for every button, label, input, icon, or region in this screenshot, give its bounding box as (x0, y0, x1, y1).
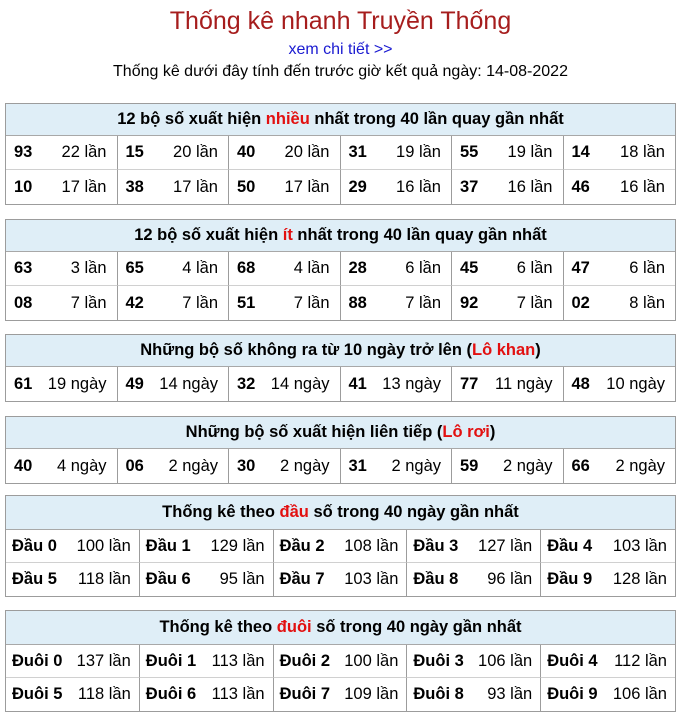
stat-number: 31 (348, 456, 367, 475)
stat-count: 4 ngày (56, 456, 107, 475)
stat-count: 4 lần (293, 259, 330, 277)
stat-count: 7 lần (293, 293, 330, 312)
stat-number: 59 (460, 456, 479, 475)
stat-count: 7 lần (516, 293, 553, 312)
stat-cell (229, 170, 341, 204)
stat-count: 137 lần (76, 651, 131, 670)
stat-count: 20 lần (173, 143, 218, 161)
section-heading-text: số trong 40 ngày gần nhất (308, 503, 519, 521)
stat-cell (452, 449, 564, 483)
stat-number: Đuôi 5 (12, 685, 63, 703)
stat-count: 118 lần (77, 570, 131, 588)
section-heading (6, 104, 675, 136)
stat-cell (341, 136, 453, 170)
stat-cell (541, 563, 675, 596)
stat-cell (452, 252, 564, 286)
stat-cell (6, 286, 118, 320)
stat-cell (6, 678, 140, 711)
stat-count: 127 lần (478, 536, 533, 555)
stat-cell (564, 136, 676, 170)
stat-cell (341, 449, 453, 483)
stat-number: Đầu 7 (279, 570, 325, 588)
stat-count: 2 ngày (502, 456, 553, 475)
stat-count: 100 lần (344, 651, 399, 670)
stat-cell (564, 286, 676, 320)
stat-count: 16 lần (396, 177, 441, 196)
stat-count: 103 lần (612, 536, 667, 555)
stat-count: 7 lần (405, 293, 441, 312)
section-least-frequent (5, 219, 676, 321)
stat-count: 2 ngày (391, 456, 441, 475)
section-lo-khan (5, 334, 676, 402)
stat-cell (541, 530, 675, 563)
section-head-digit (5, 495, 676, 597)
stat-number: 61 (14, 374, 33, 393)
stat-count: 6 lần (405, 259, 441, 277)
stat-count: 14 ngày (270, 374, 330, 393)
stat-cell (341, 286, 453, 320)
stat-cell (6, 645, 140, 678)
stat-number: Đầu 1 (145, 536, 191, 555)
stat-count: 6 lần (629, 259, 665, 277)
stat-number: Đuôi 4 (547, 651, 598, 670)
stat-count: 19 lần (396, 143, 441, 161)
stat-cell (6, 563, 140, 596)
stat-number: Đuôi 0 (12, 651, 63, 670)
stat-count: 17 lần (173, 177, 218, 196)
section-heading-highlight: đầu (279, 503, 309, 521)
section-heading-text: ) (535, 341, 541, 359)
stat-number: Đầu 5 (12, 570, 57, 588)
stat-count: 19 ngày (47, 374, 107, 393)
stat-cell (407, 678, 541, 711)
page-subtitle: Thống kê dưới đây tính đến trước giờ kết quả ngày: 14-08-2022 (113, 63, 568, 80)
stats-grid (6, 367, 675, 401)
stat-number: 29 (348, 177, 367, 196)
stat-number: 41 (348, 374, 367, 393)
stat-number: 47 (571, 259, 590, 277)
stat-cell (6, 367, 118, 401)
stat-count: 118 lần (77, 685, 131, 703)
stat-cell (341, 170, 453, 204)
stat-count: 16 lần (620, 177, 665, 196)
section-heading-text: ) (489, 423, 496, 441)
stat-number: 40 (237, 143, 256, 161)
stat-count: 128 lần (612, 570, 667, 588)
stats-grid (6, 530, 675, 596)
stat-cell (6, 170, 118, 204)
section-heading-text: Những bộ số xuất hiện liên tiếp ( (185, 423, 443, 441)
section-lo-roi (5, 416, 676, 484)
stats-grid (6, 645, 675, 711)
stat-cell (140, 563, 274, 596)
stat-count: 18 lần (620, 143, 665, 161)
stat-count: 129 lần (210, 536, 265, 555)
section-heading (6, 611, 675, 645)
stat-cell (274, 563, 408, 596)
stat-cell (140, 530, 274, 563)
stat-count: 108 lần (344, 536, 399, 555)
stat-number: 65 (125, 259, 144, 277)
stat-count: 3 lần (70, 259, 107, 277)
stat-cell (541, 645, 675, 678)
stat-cell (274, 678, 408, 711)
stat-cell (452, 170, 564, 204)
stat-count: 109 lần (344, 685, 399, 703)
stat-cell (118, 449, 230, 483)
stat-number: 48 (571, 374, 590, 393)
stat-count: 16 lần (507, 177, 553, 196)
section-heading-text: nhất trong 40 lần quay gần nhất (309, 110, 564, 128)
stat-number: 66 (571, 456, 590, 475)
stat-cell (341, 367, 453, 401)
stat-count: 7 lần (70, 293, 107, 312)
section-heading-highlight: đuôi (276, 618, 312, 636)
stat-cell (118, 252, 230, 286)
section-heading-text: Thống kê theo (159, 618, 277, 636)
stat-number: 42 (125, 293, 144, 312)
stat-count: 113 lần (211, 685, 265, 703)
page-header (0, 0, 681, 84)
stat-number: Đuôi 3 (413, 651, 464, 670)
stat-count: 112 lần (614, 651, 667, 670)
stat-cell (6, 530, 140, 563)
stat-cell (564, 170, 676, 204)
stat-cell (541, 678, 675, 711)
stat-count: 106 lần (612, 685, 667, 703)
stat-count: 4 lần (182, 259, 218, 277)
stat-number: 14 (571, 143, 590, 161)
stat-cell (452, 136, 564, 170)
stat-count: 13 ngày (382, 374, 441, 393)
stat-number: 93 (14, 143, 33, 161)
stat-number: 38 (125, 177, 144, 196)
stat-count: 106 lần (478, 651, 533, 670)
stat-cell (140, 645, 274, 678)
section-heading (6, 335, 675, 367)
stat-count: 19 lần (507, 143, 553, 161)
stat-number: Đuôi 2 (279, 651, 331, 670)
stat-cell (6, 252, 118, 286)
stat-number: 10 (14, 177, 33, 196)
stat-count: 95 lần (219, 570, 265, 588)
stat-number: Đuôi 8 (413, 685, 464, 703)
stat-number: Đầu 9 (547, 570, 593, 588)
section-most-frequent (5, 103, 676, 205)
stat-count: 103 lần (344, 570, 399, 588)
stat-cell (229, 449, 341, 483)
stat-number: 49 (125, 374, 144, 393)
stat-count: 6 lần (516, 259, 553, 277)
stat-cell (407, 530, 541, 563)
stats-grid (6, 252, 675, 320)
stat-number: 30 (237, 456, 256, 475)
stat-number: 40 (14, 456, 33, 475)
section-heading-text: số trong 40 ngày gần nhất (311, 618, 522, 636)
stat-count: 2 ngày (279, 456, 330, 475)
stat-number: 37 (460, 177, 479, 196)
stat-count: 7 lần (182, 293, 218, 312)
stat-cell (407, 563, 541, 596)
stat-number: 45 (460, 259, 479, 277)
stat-number: Đầu 6 (145, 570, 191, 588)
stat-count: 20 lần (284, 143, 330, 161)
stat-count: 11 ngày (495, 374, 553, 393)
section-heading-text: 12 bộ số xuất hiện (134, 226, 283, 244)
section-heading (6, 417, 675, 449)
stat-number: 02 (571, 293, 590, 312)
stat-number: Đầu 2 (279, 536, 325, 555)
section-heading-highlight: ít (282, 226, 293, 244)
stat-cell (274, 530, 408, 563)
stat-count: 93 lần (487, 685, 533, 703)
section-heading (6, 496, 675, 530)
stat-count: 8 lần (629, 293, 665, 312)
stat-number: 77 (460, 374, 479, 393)
stat-count: 17 lần (284, 177, 330, 196)
stat-number: Đầu 8 (413, 570, 459, 588)
stat-number: 08 (14, 293, 33, 312)
stat-cell (118, 367, 230, 401)
stat-cell (118, 136, 230, 170)
stat-number: 06 (125, 456, 144, 475)
stat-count: 17 lần (61, 177, 107, 196)
stat-number: 31 (348, 143, 367, 161)
page-title: Thống kê nhanh Truyền Thống (169, 7, 512, 35)
stat-cell (564, 367, 676, 401)
view-details-link[interactable]: xem chi tiết >> (288, 41, 393, 58)
stat-number: Đầu 3 (413, 536, 459, 555)
stat-count: 14 ngày (159, 374, 218, 393)
section-heading-highlight: nhiều (265, 110, 310, 128)
section-tail-digit (5, 610, 676, 712)
stat-cell (118, 170, 230, 204)
stat-number: Đầu 0 (12, 536, 57, 555)
stats-grid (6, 136, 675, 204)
stat-count: 22 lần (61, 143, 107, 161)
stat-cell (118, 286, 230, 320)
stat-number: 88 (348, 293, 367, 312)
stat-cell (564, 252, 676, 286)
stat-cell (6, 449, 118, 483)
stat-count: 113 lần (211, 651, 265, 670)
stat-number: 68 (237, 259, 256, 277)
stat-cell (229, 367, 341, 401)
stat-number: Đầu 4 (547, 536, 593, 555)
stat-number: 63 (14, 259, 33, 277)
section-heading-text: Thống kê theo (162, 503, 280, 521)
stat-number: 55 (460, 143, 479, 161)
stat-number: 28 (348, 259, 367, 277)
section-heading-text: 12 bộ số xuất hiện (117, 110, 266, 128)
stat-number: Đuôi 9 (547, 685, 598, 703)
stat-number: Đuôi 7 (279, 685, 331, 703)
stat-cell (229, 286, 341, 320)
stat-number: Đuôi 1 (145, 651, 197, 670)
stat-cell (140, 678, 274, 711)
stat-cell (407, 645, 541, 678)
stat-count: 2 ngày (615, 456, 665, 475)
section-heading (6, 220, 675, 252)
section-heading-highlight: Lô rơi (442, 423, 490, 441)
section-heading-text: Những bộ số không ra từ 10 ngày trở lên ( (140, 341, 472, 359)
stat-number: 46 (571, 177, 590, 196)
stat-cell (341, 252, 453, 286)
stats-grid (6, 449, 675, 483)
section-heading-text: nhất trong 40 lần quay gần nhất (292, 226, 547, 244)
stat-count: 10 ngày (606, 374, 665, 393)
section-heading-highlight: Lô khan (471, 341, 536, 359)
stat-cell (564, 449, 676, 483)
stat-count: 96 lần (487, 570, 533, 588)
stat-number: 92 (460, 293, 479, 312)
stat-count: 100 lần (76, 536, 131, 555)
stat-count: 2 ngày (168, 456, 218, 475)
stat-cell (274, 645, 408, 678)
stat-cell (229, 252, 341, 286)
stat-cell (229, 136, 341, 170)
stat-number: 50 (237, 177, 256, 196)
stat-number: 32 (237, 374, 256, 393)
stat-number: 51 (237, 293, 256, 312)
stat-cell (452, 367, 564, 401)
stat-number: 15 (125, 143, 144, 161)
stat-number: Đuôi 6 (145, 685, 197, 703)
stat-cell (452, 286, 564, 320)
stat-cell (6, 136, 118, 170)
